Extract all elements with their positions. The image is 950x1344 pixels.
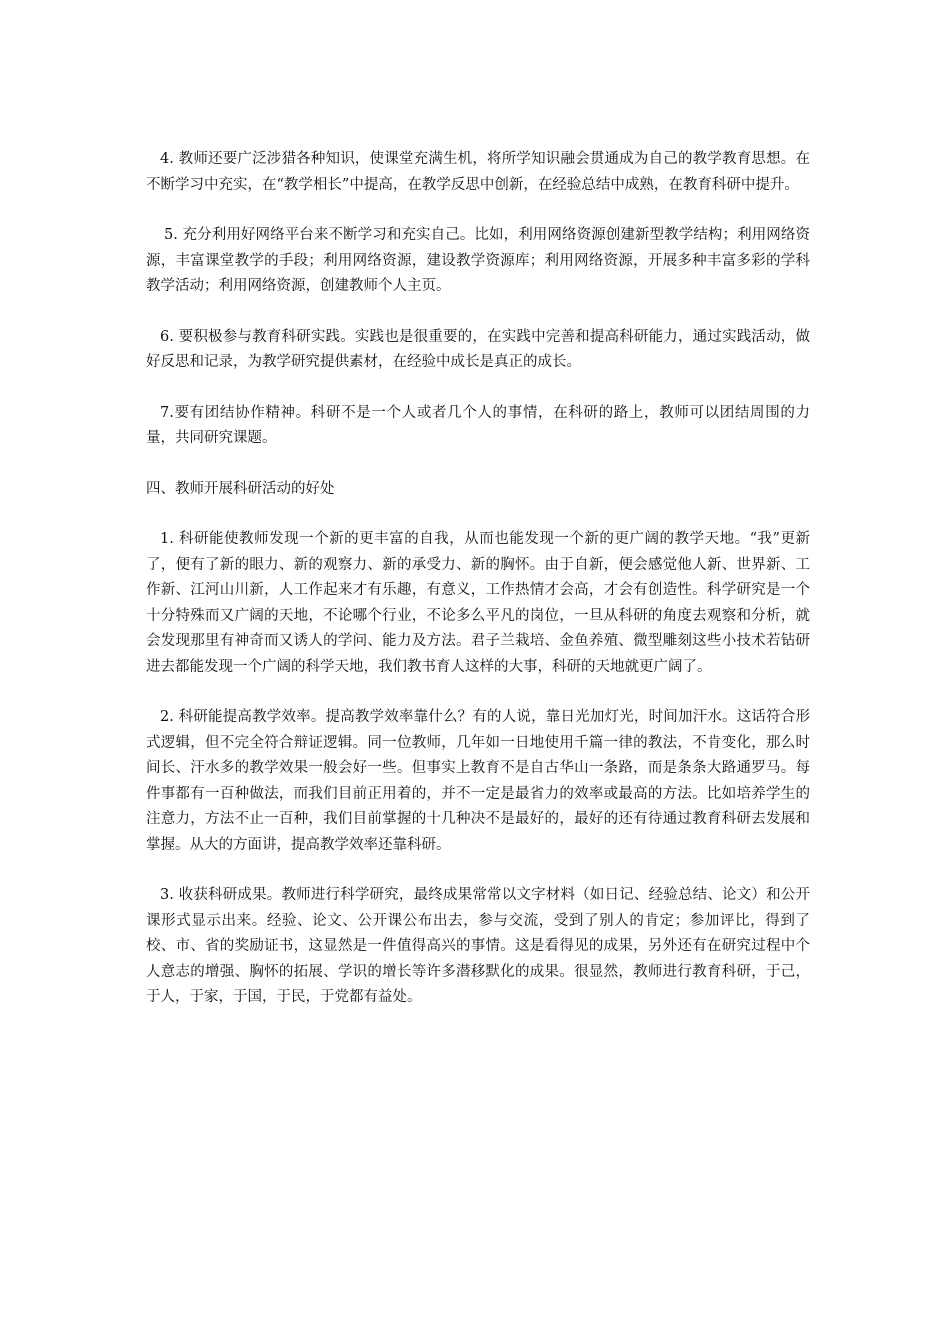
paragraph-4: 4. 教师还要广泛涉猎各种知识，使课堂充满生机，将所学知识融会贯通成为自己的教学教育思想。在不断学习中充实，在“教学相长”中提高，在教学反思中创新，在经验总结中成熟，在教育科研中提升。	[146, 151, 810, 193]
document-page	[146, 147, 810, 1036]
paragraph-7: 7.要有团结协作精神。科研不是一个人或者几个人的事情，在科研的路上，教师可以团结周围的力量，共同研究课题。	[146, 404, 810, 446]
benefit-paragraph-1: 1. 科研能使教师发现一个新的更丰富的自我，从而也能发现一个新的更广阔的教学天地。“我”更新了，便有了新的眼力、新的观察力、新的承受力、新的胸怀。由于自新，便会感觉他人新、世界新、工作新、江河山川新，人工作起来才有乐趣，有意义，工作热情才会高，才会有创造性。科学研究是一个十分特殊而又广阔的天地，不论哪个行业，不论多么平凡的岗位，一旦从科研的角度去观察和分析，就会发现那里有神奇而又诱人的学问、能力及方法。君子兰栽培、金鱼养殖、微型雕刻这些小技术若钻研进去都能发现一个广阔的科学天地，我们教书育人这样的大事，科研的天地就更广阔了。	[146, 531, 810, 675]
paragraph-5: 5. 充分利用好网络平台来不断学习和充实自己。比如，利用网络资源创建新型教学结构；利用网络资源，丰富课堂教学的手段；利用网络资源，建设教学资源库；利用网络资源，开展多种丰富多彩的学科教学活动；利用网络资源，创建教师个人主页。	[146, 227, 810, 294]
section-heading: 四、教师开展科研活动的好处	[146, 480, 335, 497]
benefit-paragraph-3: 3. 收获科研成果。教师进行科学研究，最终成果常常以文字材料（如日记、经验总结、论文）和公开课形式显示出来。经验、论文、公开课公布出去，参与交流，受到了别人的肯定；参加评比，得到了校、市、省的奖励证书，这显然是一件值得高兴的事情。这是看得见的成果，另外还有在研究过程中个人意志的增强、胸怀的拓展、学识的增长等许多潜移默化的成果。很显然，教师进行教育科研，于己，于人，于家，于国，于民，于党都有益处。	[146, 887, 810, 1005]
benefit-paragraph-2: 2. 科研能提高教学效率。提高教学效率靠什么？有的人说，靠日光加灯光，时间加汗水。这话符合形式逻辑，但不完全符合辩证逻辑。同一位教师，几年如一日地使用千篇一律的教法，不肯变化，那么时间长、汗水多的教学效果一般会好一些。但事实上教育不是自古华山一条路，而是条条大路通罗马。每件事都有一百种做法，而我们目前正用着的，并不一定是最省力的效率或最高的方法。比如培养学生的注意力，方法不止一百种，我们目前掌握的十几种决不是最好的，最好的还有待通过教育科研去发展和掌握。从大的方面讲，提高教学效率还靠科研。	[146, 709, 810, 853]
paragraph-6: 6. 要积极参与教育科研实践。实践也是很重要的，在实践中完善和提高科研能力，通过实践活动，做好反思和记录，为教学研究提供素材，在经验中成长是真正的成长。	[146, 328, 810, 370]
